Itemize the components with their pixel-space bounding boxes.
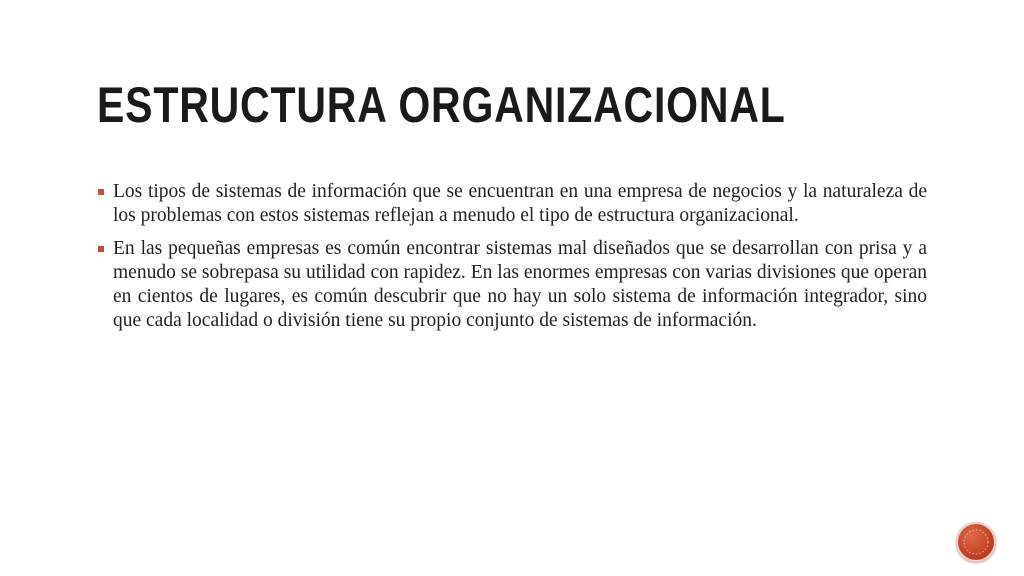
bullet-list [97,180,927,342]
square-bullet-icon [98,246,104,252]
square-bullet-icon [98,189,104,195]
slide-nav-circle-icon [962,528,990,556]
bullet-text: En las pequeñas empresas es común encontrar sistemas mal diseñados que se desarrollan con prisa y a menudo se sobrepasa su utilidad con rapidez. En las enormes empresas con varias divisiones que operan en cientos de lugares, es común descubrir que no hay un solo sistema de información integrador, sino que cada localidad o división tiene su propio conjunto de sistemas de información. [113,238,927,331]
bullet-item [97,237,927,333]
bullet-item [97,180,927,228]
slide-nav-button[interactable] [956,522,996,562]
slide-title: ESTRUCTURA ORGANIZACIONAL [97,77,786,133]
bullet-text: Los tipos de sistemas de información que se encuentran en una empresa de negocios y la naturaleza de los problemas con estos sistemas reflejan a menudo el tipo de estructura organizacional. [113,181,927,226]
